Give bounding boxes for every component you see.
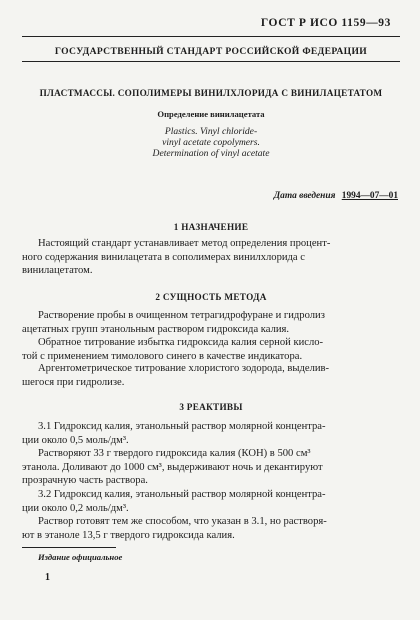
header-rule-top [22, 36, 400, 37]
paragraph-line: ции около 0,5 моль/дм³. [22, 434, 129, 446]
paragraph-line: прозрачную часть раствора. [22, 475, 148, 487]
paragraph [22, 237, 390, 278]
paragraph-line: 3.1 Гидроксид калия, этанольный раствор молярной концентра- [38, 421, 326, 432]
effective-date [274, 191, 398, 201]
paragraph-line: Растворяют 33 г твердого гидроксида калия (КОН) в 500 см³ [38, 448, 311, 459]
english-title-line: vinyl acetate copolymers. [162, 137, 260, 148]
paragraph-line: шегося при гидролизе. [22, 376, 125, 388]
paragraph [22, 488, 390, 515]
section-heading: 3 РЕАКТИВЫ [179, 402, 243, 412]
paragraph [22, 309, 390, 336]
page-number: 1 [45, 572, 50, 583]
paragraph-line: ацетатных групп этанольным раствором гидроксида калия. [22, 323, 290, 335]
section-heading: 2 СУЩНОСТЬ МЕТОДА [155, 292, 267, 302]
paragraph [22, 447, 390, 488]
effective-date-label: Дата введения [273, 191, 336, 201]
paragraph-line: Обратное титрование избытка гидроксида калия серной кисло- [38, 337, 324, 348]
section-heading: 1 НАЗНАЧЕНИЕ [173, 222, 249, 232]
footer-rule [22, 547, 116, 548]
paragraph-line: ции около 0,2 моль/дм³. [22, 502, 129, 514]
paragraph-line: 3.2 Гидроксид калия, этанольный раствор молярной концентра- [38, 489, 326, 500]
paragraph-line: Аргентометрическое титрование хлористого зодорода, выделив- [38, 363, 330, 374]
paragraph [22, 515, 390, 542]
english-title-line: Determination of vinyl acetate [152, 148, 270, 159]
paragraph [22, 420, 390, 447]
paragraph-line: Настоящий стандарт устанавливает метод определения процент- [38, 238, 331, 249]
english-title-line: Plastics. Vinyl chloride- [164, 126, 258, 137]
paragraph-line: Растворение пробы в очищенном тетрагидрофуране и гидролиз [38, 310, 325, 321]
paragraph-line: Раствор готовят тем же способом, что указан в 3.1, но растворя- [38, 516, 327, 527]
paragraph-line: той с применением тимолового синего в качестве индикатора. [22, 350, 303, 362]
effective-date-value: 1994—07—01 [341, 191, 398, 201]
paragraph-line: ного содержания винилацетата в сополимерах винилхлорида с [22, 251, 305, 263]
header-rule-bottom [22, 61, 400, 62]
document-subtitle: Определение винилацетата [157, 109, 265, 119]
paragraph-line: ют в этаноле 13,5 г твердого гидроксида калия. [22, 529, 235, 541]
paragraph [22, 362, 390, 389]
paragraph [22, 336, 390, 363]
paragraph-line: этанола. Доливают до 1000 см³, выдерживают ночь и декантируют [22, 461, 323, 473]
standard-code: ГОСТ Р ИСО 1159—93 [260, 17, 391, 29]
official-edition-note: Издание официальное [38, 552, 123, 562]
paragraph-line: винилацетатом. [22, 265, 93, 277]
document-title: ПЛАСТМАССЫ. СОПОЛИМЕРЫ ВИНИЛХЛОРИДА С ВИНИЛАЦЕТАТОМ [39, 88, 383, 98]
standard-title: ГОСУДАРСТВЕННЫЙ СТАНДАРТ РОССИЙСКОЙ ФЕДЕРАЦИИ [54, 46, 368, 57]
